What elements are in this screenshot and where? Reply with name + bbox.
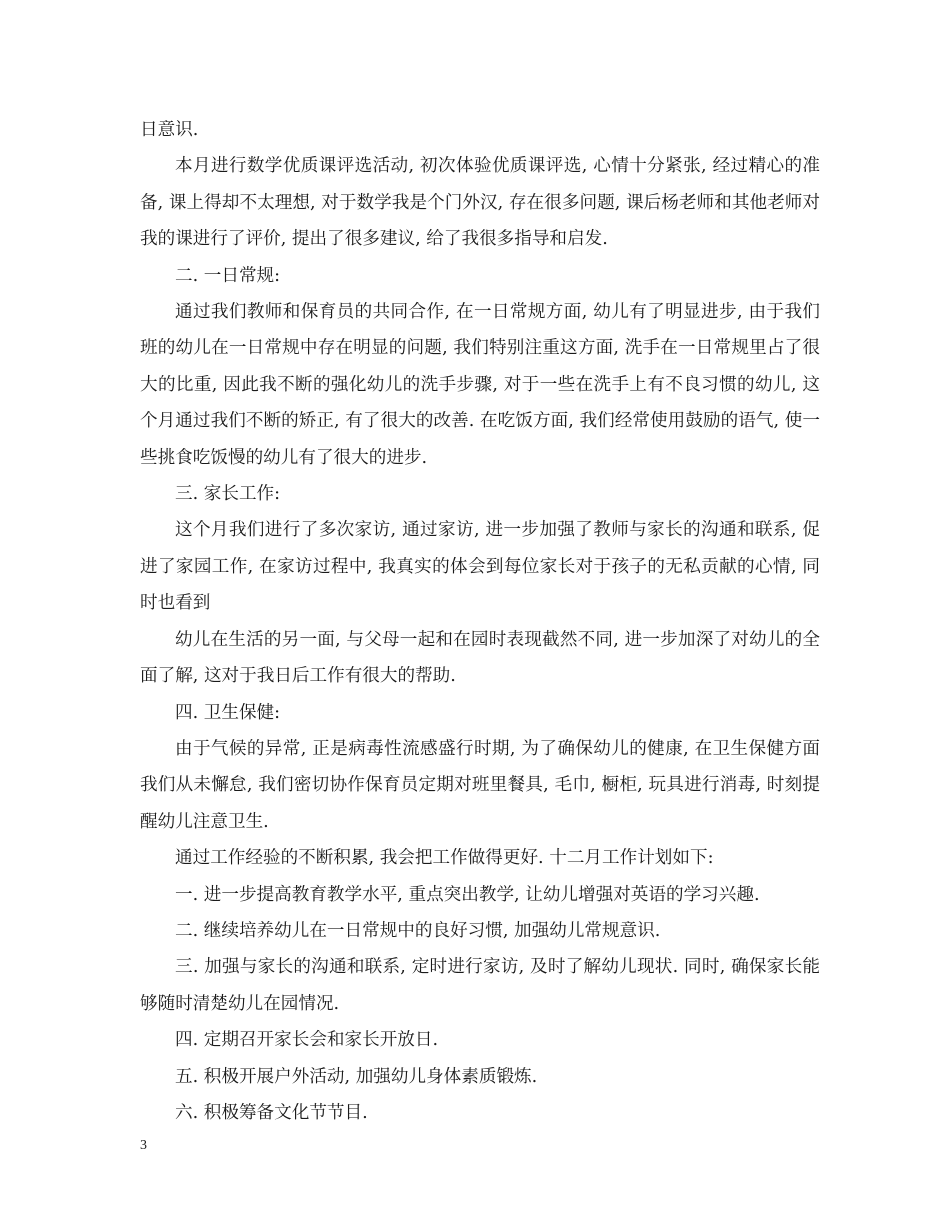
paragraph-continuation: 日意识. bbox=[140, 120, 199, 140]
paragraph-home-visits: 这个月我们进行了多次家访, 通过家访, 进一步加强了教师与家长的沟通和联系, 促进了家园工作, 在家访过程中, 我真实的体会到每位家长对于孩子的无私贡献的心情, 同时也看到 bbox=[140, 520, 820, 614]
section-heading-daily-routine: 二. 一日常规: bbox=[175, 265, 281, 286]
plan-item-6: 六. 积极筹备文化节节目. bbox=[175, 1102, 368, 1123]
plan-item-3: 三. 加强与家长的沟通和联系, 定时进行家访, 及时了解幼儿现状. 同时, 确保家长能够随时清楚幼儿在园情况. bbox=[140, 957, 820, 1014]
paragraph-child-understanding: 幼儿在生活的另一面, 与父母一起和在园时表现截然不同, 进一步加深了对幼儿的全面了解, 这对于我日后工作有很大的帮助. bbox=[140, 629, 820, 687]
plan-item-5: 五. 积极开展户外活动, 加强幼儿身体素质锻炼. bbox=[175, 1066, 538, 1087]
paragraph-daily-routine: 通过我们教师和保育员的共同合作, 在一日常规方面, 幼儿有了明显进步, 由于我们班的幼儿在一日常规中存在明显的问题, 我们特别注重这方面, 洗手在一日常规里占了很大的比重, 因此我不断的强化幼儿的洗手步骤, 对于一些在洗手上有不良习惯的幼儿, 这个月通过我们不断的矫正, 有了很大的改善. 在吃饭方面, 我们经常使用鼓励的语气, 使一些挑食吃饭慢的幼儿有了很大的进步. bbox=[140, 302, 820, 468]
paragraph-plan-intro: 通过工作经验的不断积累, 我会把工作做得更好. 十二月工作计划如下: bbox=[175, 848, 714, 869]
plan-item-4: 四. 定期召开家长会和家长开放日. bbox=[175, 1030, 439, 1051]
plan-item-2: 二. 继续培养幼儿在一日常规中的良好习惯, 加强幼儿常规意识. bbox=[175, 920, 661, 941]
section-heading-health-care: 四. 卫生保健: bbox=[175, 702, 281, 723]
document-body bbox=[140, 112, 820, 1131]
paragraph-health-care: 由于气候的异常, 正是病毒性流感盛行时期, 为了确保幼儿的健康, 在卫生保健方面我们从未懈怠, 我们密切协作保育员定期对班里餐具, 毛巾, 橱柜, 玩具进行消毒, 时刻提醒幼儿注意卫生. bbox=[140, 738, 820, 832]
plan-item-1: 一. 进一步提高教育教学水平, 重点突出教学, 让幼儿增强对英语的学习兴趣. bbox=[175, 884, 760, 905]
page-number: 3 bbox=[140, 1138, 147, 1153]
paragraph-math-lesson: 本月进行数学优质课评选活动, 初次体验优质课评选, 心情十分紧张, 经过精心的准备, 课上得却不太理想, 对于数学我是个门外汉, 存在很多问题, 课后杨老师和其他老师对我的课进行了评价, 提出了很多建议, 给了我很多指导和启发. bbox=[140, 156, 820, 250]
section-heading-parent-work: 三. 家长工作: bbox=[175, 484, 281, 505]
